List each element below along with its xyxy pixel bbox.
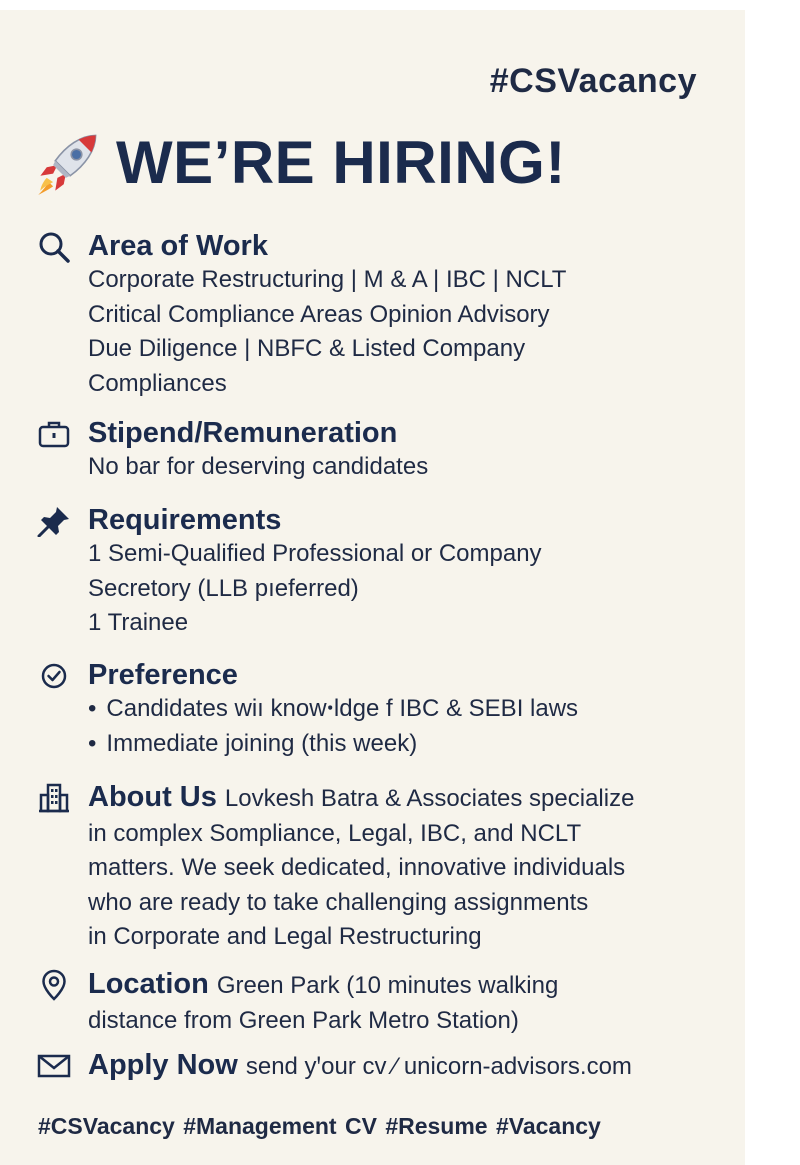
section-apply <box>36 1048 715 1085</box>
section-about-us <box>36 780 715 955</box>
body-line: No bar for deserving candidates <box>88 453 429 480</box>
body-line: Lovkesh Batra & Associates specialize <box>224 785 635 812</box>
bullet-item: • Immediate joining (this week) <box>88 727 715 762</box>
body-line: Due Diligence | NBFC & Listed Company <box>88 335 526 362</box>
section-body <box>88 817 715 955</box>
body-line: matters. We seek dedicated, innovative individuals <box>88 854 626 881</box>
section-title: Requirements <box>88 504 282 536</box>
location-pin-icon <box>36 969 72 1001</box>
apply-text: send yꞌour cv ⁄ unicorn-advisors.com <box>245 1053 632 1080</box>
body-line: Green Park (10 minutes walking <box>216 972 559 999</box>
body-line: Secretory (LLB pıeferred) <box>88 574 359 602</box>
section-body <box>88 1004 715 1039</box>
section-stipend <box>36 417 715 485</box>
bullet-item: • Candidates wiı knowꞏldge f IBC & SEBI laws <box>88 692 715 727</box>
section-title: Area of Work <box>88 230 268 262</box>
body-line: 1 Semi-Qualified Professional or Company <box>88 540 542 567</box>
section-area-of-work <box>36 230 715 401</box>
rocket-icon <box>34 129 102 197</box>
pushpin-icon <box>36 505 72 537</box>
headline <box>34 128 566 197</box>
section-title: Stipend/Remuneration <box>88 417 398 449</box>
search-icon <box>36 231 72 263</box>
body-line: 1 Trainee <box>88 609 189 636</box>
check-circle-icon <box>36 660 72 692</box>
body-line: Corporate Restructuring | M & A | IBC | NCLT <box>88 266 567 293</box>
hiring-poster <box>0 10 745 1165</box>
section-preference <box>36 659 715 761</box>
section-body <box>88 450 715 485</box>
top-hashtag: #CSVacancy <box>489 62 697 100</box>
section-requirements <box>36 504 715 641</box>
briefcase-icon <box>36 418 72 450</box>
section-title: Location <box>88 968 209 1000</box>
section-body <box>88 263 715 401</box>
section-body <box>88 537 715 641</box>
headline-title: WE’RE HIRING! <box>116 129 566 196</box>
body-line: Critical Compliance Areas Opinion Advisory <box>88 300 550 328</box>
section-location <box>36 967 715 1038</box>
body-line: in Corporate and Legal Restructuring <box>88 923 482 950</box>
envelope-icon <box>36 1050 72 1082</box>
section-body <box>88 692 715 761</box>
body-line: in complex Sompliance, Legal, IBC, and NCLT <box>88 819 582 847</box>
footer-hashtags: #CSVacancy #Management CV #Resume #Vacancy <box>38 1113 601 1139</box>
section-title: Apply Now <box>88 1049 238 1081</box>
section-title: About Us <box>88 781 217 813</box>
building-icon <box>36 782 72 814</box>
section-title: Preference <box>88 659 238 691</box>
body-line: who are ready to take challenging assignments <box>88 888 589 916</box>
body-line: distance from Green Park Metro Station) <box>88 1006 519 1034</box>
body-line: Compliances <box>88 369 227 397</box>
